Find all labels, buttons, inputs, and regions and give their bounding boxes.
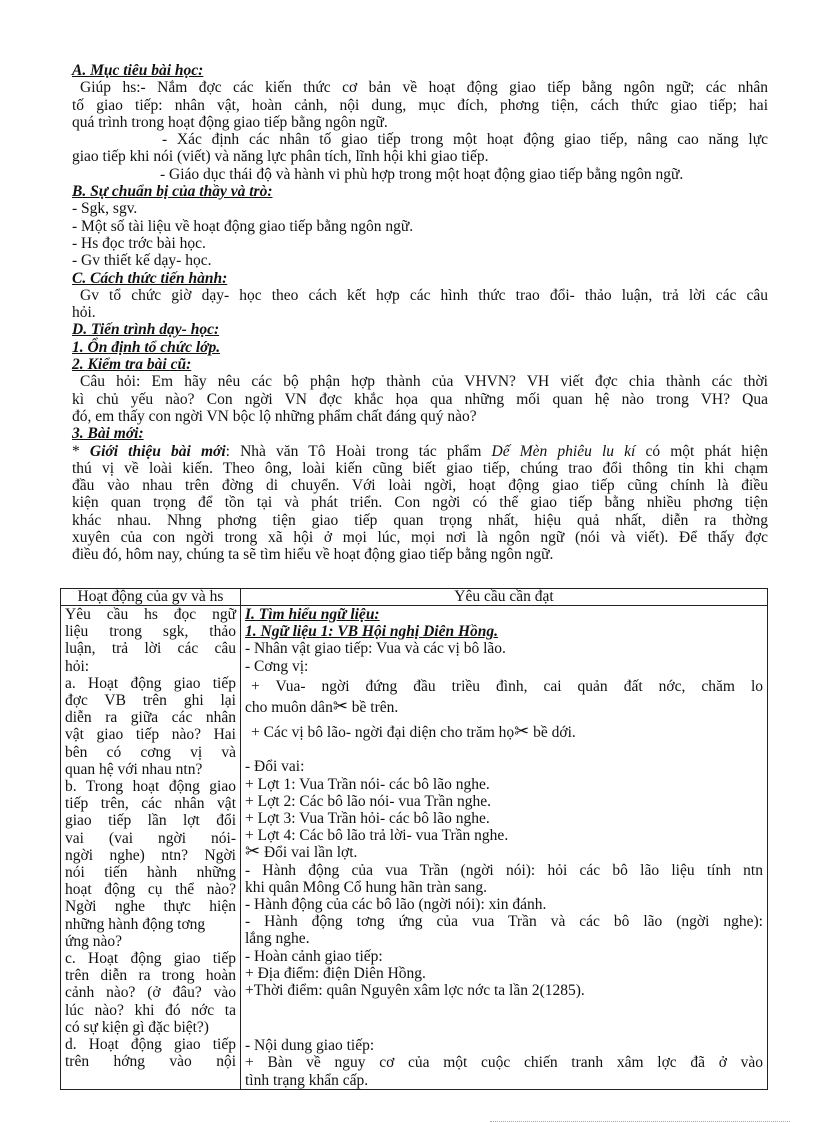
left-line: đợc VB trên ghi lại xyxy=(65,692,236,710)
heading-d1: 1. Ổn định tổ chức lớp. xyxy=(72,338,221,356)
page-edge-rule xyxy=(490,1121,790,1122)
text-line: - Sgk, sgv. xyxy=(72,200,138,218)
text-line: Câu hỏi: Em hãy nêu các bộ phận hợp thành của VHVN? VH viết đợc chia thành các thời xyxy=(80,373,768,391)
lead-label: Giới thiệu bài mới xyxy=(89,442,226,460)
list-item: + Lợt 4: Các bô lão trả lời- vua Trần nghe. xyxy=(245,827,509,845)
text-line: hỏi. xyxy=(72,304,96,322)
heading-c: C. Cách thức tiến hành: xyxy=(72,269,228,287)
left-line: luận, trả lời các câu xyxy=(65,640,236,658)
text-line: quá trình trong hoạt động giao tiếp bằng ngôn ngữ. xyxy=(72,113,388,131)
heading-b: B. Sự chuẩn bị của thầy và trò: xyxy=(72,183,273,201)
left-line: tiếp trên, các nhân vật xyxy=(65,795,236,813)
left-line: những hành động tơng xyxy=(65,915,206,933)
scissors-icon: ✂ xyxy=(514,721,530,742)
text-line: điều đó, hôm nay, chúng ta sẽ tìm hiểu về hoạt động giao tiếp bằng ngôn ngữ. xyxy=(72,546,554,564)
header-right: Yêu cầu cần đạt xyxy=(241,589,768,606)
text-line: tố giao tiếp: nhân vật, hoàn cảnh, nội dung, mục đích, phơng tiện, cách thức giao tiếp; hai xyxy=(72,96,768,114)
left-line: Ngời nghe thực hiện xyxy=(65,898,236,916)
left-line: trên hớng vào nội xyxy=(65,1053,236,1071)
text-line: +Thời điểm: quân Nguyên xâm lợc nớc ta lần 2(1285). xyxy=(245,982,585,1000)
left-line: hỏi: xyxy=(65,657,90,675)
left-line: d. Hoạt động giao tiếp xyxy=(65,1036,236,1054)
left-line: bên có cơng vị và xyxy=(65,743,236,761)
text-line: - Hoàn cảnh giao tiếp: xyxy=(245,947,383,965)
left-line: Yêu cầu hs đọc ngữ xyxy=(65,606,236,623)
heading-d3: 3. Bài mới: xyxy=(72,425,144,443)
table-row xyxy=(61,606,768,1090)
left-line: c. Hoạt động giao tiếp xyxy=(65,950,236,968)
scissors-icon: ✂ xyxy=(245,841,261,862)
left-line: lúc nào? khi đó nớc ta xyxy=(65,1001,236,1019)
left-line: hoạt động cụ thể nào? xyxy=(65,881,236,899)
list-item: + Lợt 1: Vua Trần nói- các bô lão nghe. xyxy=(245,775,490,793)
left-line: b. Trong hoạt động giao xyxy=(65,778,236,796)
text-line: Giúp hs:- Nắm đợc các kiến thức cơ bản về hoạt động giao tiếp bằng ngôn ngữ; các nhân xyxy=(80,79,768,97)
text-line xyxy=(245,696,763,717)
heading-d2: 2. Kiểm tra bài cũ: xyxy=(72,356,192,374)
text-line: - Hành động của vua Trần (ngời nói): hỏi các bô lão liệu tính ntn xyxy=(245,861,763,879)
text-line: + Địa điểm: điện Diên Hồng. xyxy=(245,964,426,982)
text-line: - Hành động của các bô lão (ngời nói): xin đánh. xyxy=(245,896,547,914)
document-page xyxy=(72,62,768,564)
left-line: liệu trong sgk, thảo xyxy=(65,623,236,641)
text-line: kì chủ yếu nào? Con ngời VN đợc khắc họa qua những mối quan hệ nào trong VH? Qua xyxy=(72,390,768,408)
text-line: đầu vào nhau trên đờng di chuyển. Với loài ngời, hoạt động giao tiếp cũng chính là điều xyxy=(72,477,768,495)
heading-a: A. Mục tiêu bài học: xyxy=(72,62,204,79)
spacer xyxy=(245,741,763,758)
text-line xyxy=(245,841,763,862)
left-line: ngời nghe) ntn? Ngời xyxy=(65,846,236,864)
text-line: - Một số tài liệu về hoạt động giao tiếp bằng ngôn ngữ. xyxy=(72,217,414,235)
text-line: khi quân Mông Cổ hung hãn tràn sang. xyxy=(245,878,487,896)
spacer xyxy=(245,999,763,1037)
table-header-row xyxy=(61,589,768,606)
requirement-cell xyxy=(241,606,768,1090)
work-title: Dế Mèn phiêu lu kí xyxy=(491,442,636,460)
list-item: + Lợt 3: Vua Trần hỏi- các bô lão nghe. xyxy=(245,810,490,828)
text-line: xuyên của con ngời trong xã hội ở mọi lúc, mọi nơi là ngôn ngữ (nói và viết). Để thấy đợc xyxy=(72,529,768,547)
lesson-table xyxy=(60,588,768,1090)
text: cho muôn dân xyxy=(245,699,333,717)
left-line: trên diễn ra trong hoàn xyxy=(65,967,236,985)
text-line: - Nội dung giao tiếp: xyxy=(245,1037,375,1055)
left-line: nói tiến hành những xyxy=(65,864,236,882)
text: bề dới. xyxy=(529,724,576,742)
text-line: đó, em thấy con ngời VN bộc lộ những phẩm chất đáng quý nào? xyxy=(72,407,477,425)
subsection-heading: 1. Ngữ liệu 1: VB Hội nghị Diên Hồng. xyxy=(245,623,499,641)
text: + Các vị bô lão- ngời đại diện cho trăm họ xyxy=(251,724,515,742)
text-line: khác nhau. Nhng phơng tiện giao tiếp quan trọng nhất, hiệu quả nhất, diễn ra thờng xyxy=(72,511,768,529)
text-line: - Nhân vật giao tiếp: Vua và các vị bô lão. xyxy=(245,640,506,658)
text-line: - Đổi vai: xyxy=(245,758,305,776)
text-line: + Vua- ngời đứng đầu triều đình, cai quản đất nớc, chăm lo xyxy=(251,677,763,695)
left-line: a. Hoạt động giao tiếp xyxy=(65,674,236,692)
text-line: + Bàn về nguy cơ của một cuộc chiến tranh xâm lợc đã ở vào xyxy=(245,1054,763,1072)
scissors-icon: ✂ xyxy=(332,696,348,717)
intro-paragraph-first-line xyxy=(72,443,768,460)
text: bề trên. xyxy=(347,699,399,717)
text: Đổi vai lần lợt. xyxy=(260,844,358,862)
text-line: Gv tổ chức giờ dạy- học theo cách kết hợp các hình thức trao đổi- thảo luận, trả lời các câu xyxy=(80,286,768,304)
text-line: kiện quan trọng để tồn tại và phát triển. Con ngời có thể giao tiếp bằng nhiều phơng tiện xyxy=(72,494,768,512)
text-line: - Hành động tơng ứng của vua Trần và các bô lão (ngời nghe): xyxy=(245,913,763,931)
left-line: quan hệ với nhau ntn? xyxy=(65,760,203,778)
text-line: lắng nghe. xyxy=(245,930,310,948)
list-item: + Lợt 2: Các bô lão nói- vua Trần nghe. xyxy=(245,792,491,810)
text-line: - Giáo dục thái độ và hành vi phù hợp trong một hoạt động giao tiếp bằng ngôn ngữ. xyxy=(160,165,684,183)
teacher-activity-cell xyxy=(61,606,241,1090)
heading-d: D. Tiến trình dạy- học: xyxy=(72,321,220,339)
left-line: vật giao tiếp nào? Hai xyxy=(65,726,236,744)
text-line: tình trạng khẩn cấp. xyxy=(245,1071,369,1089)
left-line: cảnh nào? (ở đâu? vào xyxy=(65,984,236,1002)
text-line: - Xác định các nhân tố giao tiếp trong một hoạt động giao tiếp, nâng cao năng lực xyxy=(162,131,768,149)
text-line: - Hs đọc trớc bài học. xyxy=(72,234,206,252)
text: : Nhà văn Tô Hoài trong tác phẩm xyxy=(225,442,492,460)
left-line: vai (vai ngời nói- xyxy=(65,829,236,847)
left-line: ứng nào? xyxy=(65,932,123,950)
text-line: - Cơng vị: xyxy=(245,657,309,675)
left-line: diễn ra giữa các nhân xyxy=(65,709,236,727)
left-line: giao tiếp lần lợt đổi xyxy=(65,812,236,830)
text-line xyxy=(245,721,763,742)
text: có một phát hiện xyxy=(635,442,768,460)
left-line: có sự kiện gì đặc biệt?) xyxy=(65,1018,209,1036)
text-line: thú vị về loài kiến. Theo ông, loài kiến cũng biết giao tiếp, chúng trao đổi thông tin khi chạm xyxy=(72,459,768,477)
section-heading: I. Tìm hiểu ngữ liệu: xyxy=(245,606,380,623)
star: * xyxy=(72,442,90,460)
text-line: giao tiếp khi nói (viết) và năng lực phân tích, lĩnh hội khi giao tiếp. xyxy=(72,148,489,166)
text-line: - Gv thiết kế dạy- học. xyxy=(72,252,212,270)
header-left: Hoạt động của gv và hs xyxy=(61,589,241,606)
